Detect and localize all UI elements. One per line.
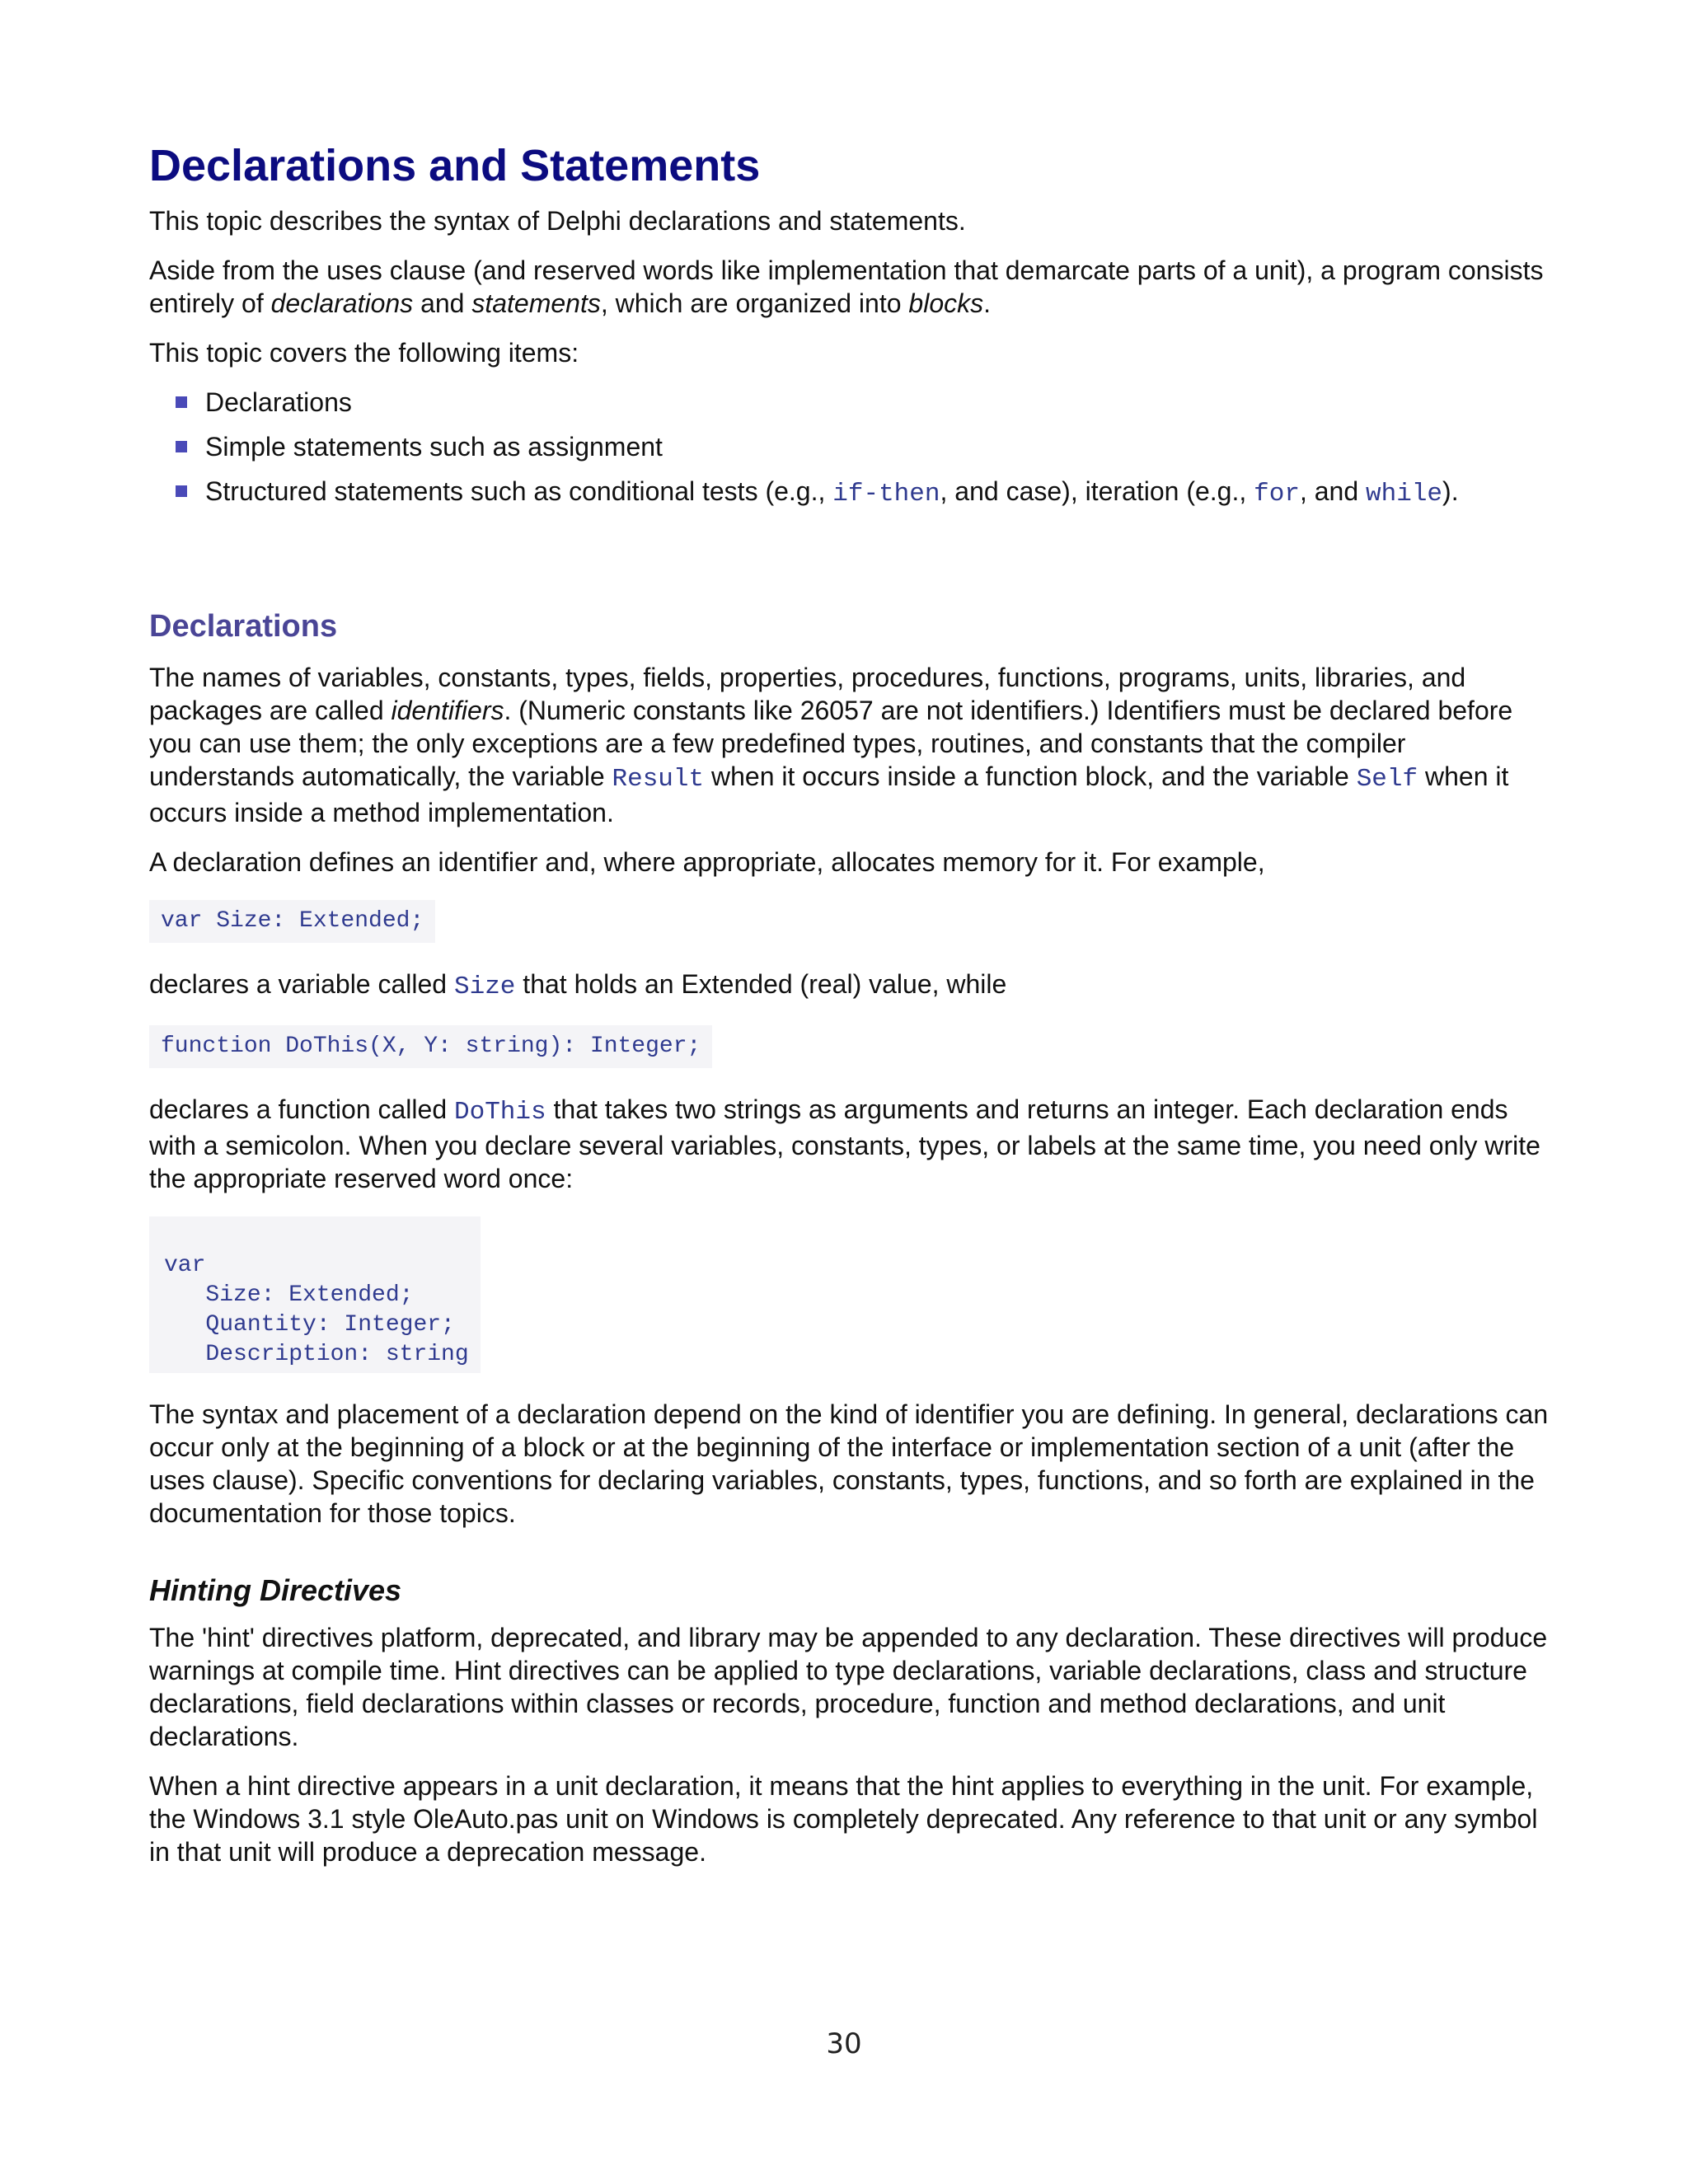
intro-paragraph-1	[149, 204, 1550, 237]
declarations-paragraph-5	[149, 1398, 1550, 1530]
text-run: The 'hint' directives platform, deprecated, and library may be appended to any declaration. These directives will produce warnings at compile time. Hint directives can be applied to type declarations, variable declarations, class and structure declarations, field declarations within classes or records, procedure, function and method declarations, and unit declarations.	[149, 1622, 1548, 1751]
text-run: that holds an Extended (real) value, while	[515, 968, 1007, 999]
text-run: .	[983, 288, 991, 319]
list-item	[176, 386, 1550, 419]
emphasis-blocks: blocks	[908, 288, 984, 319]
intro-paragraph-2	[149, 254, 1550, 320]
text-run: and	[413, 288, 472, 319]
hinting-paragraph-1	[149, 1621, 1550, 1753]
text-run: ).	[1442, 476, 1459, 507]
emphasis-identifiers: identifiers	[391, 695, 504, 725]
code-block-var-list: var Size: Extended; Quantity: Integer; Description: string	[149, 1216, 481, 1373]
intro-text: This topic describes the syntax of Delphi declarations and statements.	[149, 206, 966, 237]
text-run: A declaration defines an identifier and, where appropriate, allocates memory for it. For example,	[149, 846, 1265, 877]
text-run: Structured statements such as conditional tests (e.g.,	[205, 476, 833, 507]
text-run: , and case), iteration (e.g.,	[940, 476, 1254, 507]
declarations-paragraph-3	[149, 968, 1550, 1004]
inline-code-self: Self	[1356, 764, 1418, 794]
square-bullet-icon	[176, 485, 187, 497]
list-item-text: Declarations	[205, 387, 352, 418]
intro-text: This topic covers the following items:	[149, 338, 579, 368]
inline-code-result: Result	[612, 764, 705, 794]
text-run: declares a variable called	[149, 968, 454, 999]
text-run: , and	[1299, 476, 1367, 507]
page-number: 30	[826, 2027, 862, 2060]
declarations-paragraph-4	[149, 1093, 1550, 1195]
list-item-text: Simple statements such as assignment	[205, 432, 663, 462]
page-content	[149, 140, 1550, 1885]
declarations-paragraph-1	[149, 661, 1550, 829]
square-bullet-icon	[176, 441, 187, 452]
declarations-paragraph-2	[149, 846, 1550, 879]
text-run: The names of variables, constants, types, fields, properties, procedures, functions, programs, units, libraries, and packages are called	[149, 662, 1466, 725]
emphasis-statements: statements	[471, 288, 601, 319]
intro-paragraph-3	[149, 336, 1550, 369]
page-title: Declarations and Statements	[149, 141, 761, 190]
inline-code-for: for	[1254, 480, 1300, 509]
list-item	[176, 475, 1550, 511]
text-run: when it occurs inside a method implementation.	[149, 761, 1509, 827]
text-run: declares a function called	[149, 1094, 454, 1124]
text-run: . (Numeric constants like 26057 are not identifiers.) Identifiers must be declared before you can use them; the only exceptions are a few predefined types, routines, and constants that the compiler understands automatically, the variable	[149, 695, 1513, 791]
square-bullet-icon	[176, 396, 187, 408]
text-run: that takes two strings as arguments and returns an integer. Each declaration ends with a semicolon. When you declare several variables, constants, types, or labels at the same time, you need only write the appropriate reserved word once:	[149, 1094, 1540, 1193]
inline-code-dothis: DoThis	[454, 1097, 546, 1127]
section-heading-declarations: Declarations	[149, 609, 338, 644]
code-block-var-size: var Size: Extended;	[149, 900, 435, 943]
text-run: The syntax and placement of a declaration depend on the kind of identifier you are defining. In general, declarations can occur only at the beginning of a block or at the beginning of the interface or implementation section of a unit (after the uses clause). Specific conventions for declaring variables, constants, types, functions, and so forth are explained in the documentation for those topics.	[149, 1399, 1549, 1528]
inline-code-while: while	[1366, 480, 1443, 509]
emphasis-declarations: declarations	[270, 288, 414, 319]
inline-code-if-then: if-then	[832, 480, 940, 509]
code-block-function-dothis: function DoThis(X, Y: string): Integer;	[149, 1025, 712, 1068]
text-run: , which are organized into	[600, 288, 909, 319]
text-run: Aside from the uses clause (and reserved words like implementation that demarcate parts of a unit), a program consists entirely of	[149, 255, 1544, 319]
text-run: When a hint directive appears in a unit declaration, it means that the hint applies to everything in the unit. For example, the Windows 3.1 style OleAuto.pas unit on Windows is completely deprecated. Any reference to that unit or any symbol in that unit will produce a deprecation message.	[149, 1770, 1538, 1867]
hinting-paragraph-2	[149, 1769, 1550, 1868]
list-item	[176, 430, 1550, 463]
subsection-heading-hinting-directives: Hinting Directives	[149, 1572, 402, 1607]
inline-code-size: Size	[453, 972, 516, 1001]
topic-list	[149, 386, 1550, 511]
text-run: when it occurs inside a function block, and the variable	[704, 761, 1357, 791]
